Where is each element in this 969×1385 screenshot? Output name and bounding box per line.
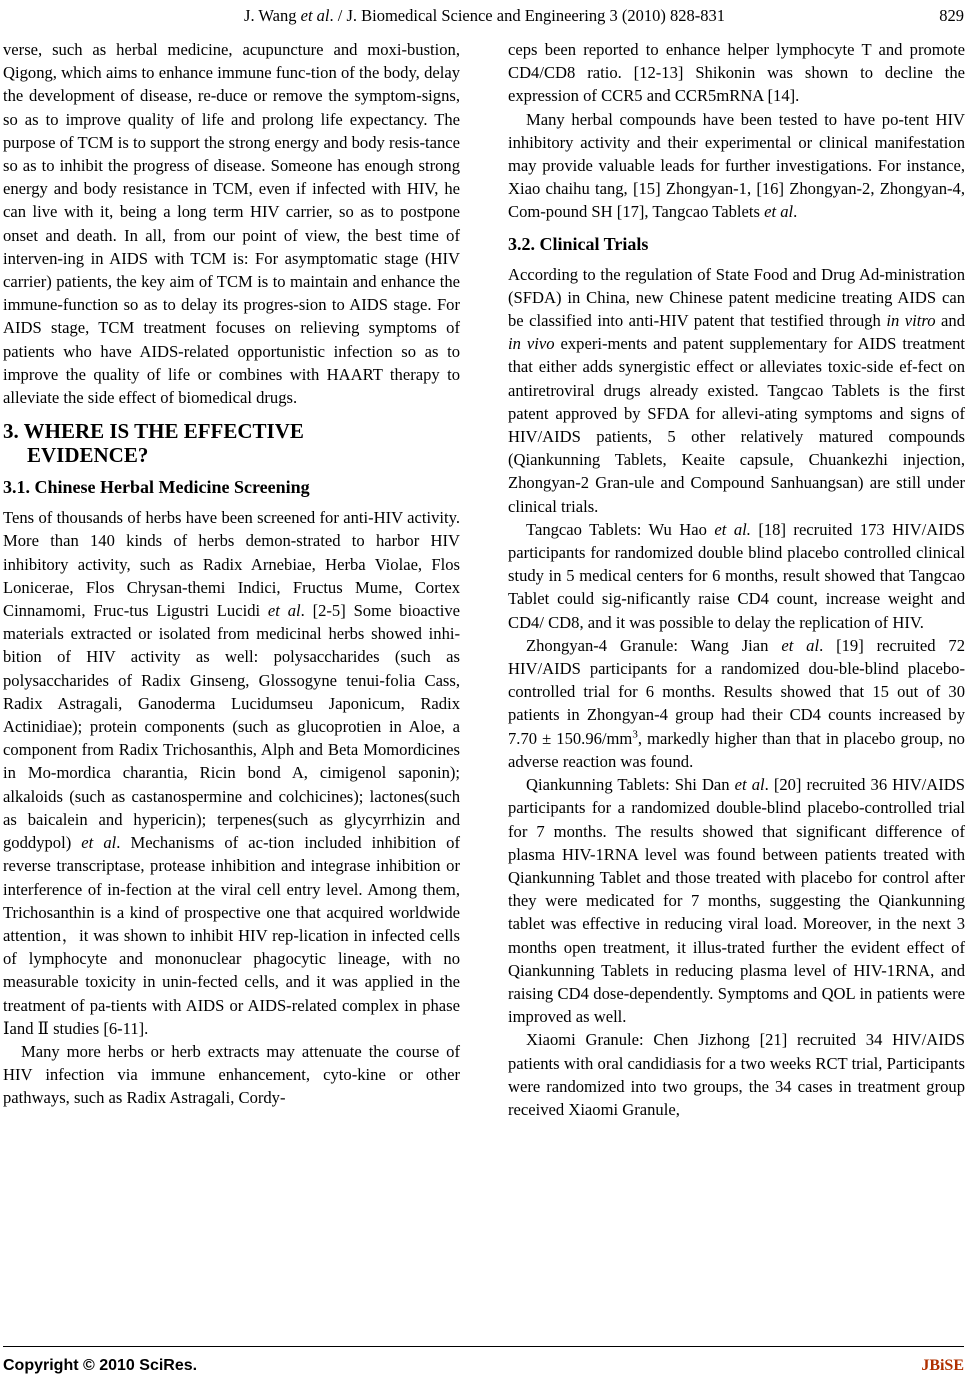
subsection-heading: 3.2. Clinical Trials [508, 233, 649, 254]
paragraph: Qiankunning Tablets: Shi Dan et al. [20] recruited 36 HIV/AIDS participants for a randomized double-blind placebo-controlled trial for 7 months. The results showed that significant difference of plasma HIV-1RNA level was found between patients treated with Qiankunning Tablet and those treated with placebo for control after they were medicated for 7 months, suggesting the Qiankunning tablet was effective in reducing viral load. Moreover, in the next 3 months open treatment, it illus-trated further the evident effect of Qiankunning Tablets in reducing plasma level of HIV-1RNA, and raising CD4 dose-dependently. Symptoms and QOL in patients were improved as well. [508, 775, 966, 1027]
paragraph: Tens of thousands of herbs have been screened for anti-HIV activity. More than 140 kinds of herbs demon-strated to harbor HIV inhibitory activity, such as Radix Arnebiae, Herba Violae, Flos Lonicerae, Flos Chrysan-themi Indici, Fructus Mume, Cortex Cinnamomi, Fruc-tus Ligustri Lucidi et al. [2-5] Some bioactive materials extracted or isolated from medicinal herbs showed inhi-bition of HIV activity as well: polysaccharides (such as polysaccharides of Radix Ginseng, Glossogyne tenui-folia Cass, Radix Astragali, Ganoderma Lucidumseu Japonicum, Radix Actinidiae); protein components (such as glucoprotien in Aloe, a component from Radix Trichosanthis, Alph and Beta Momordicines in Mo-mordica charantia, Ricin bond A, cimigenol saponin); alkaloids (such as castanospermine and colchicines); lactones(such as baicalein and hypericin); terpenes(such as glycyrrhizin and goddypol) et al. Mechanisms of ac-tion included inhibition of reverse transcriptase, protease inhibition and integrase inhibition or interference of in-fection at the viral cell entry level. Among them, Trichosanthin is a kind of prospective one that acquired worldwide attention，it was shown to inhibit HIV rep-lication in infected cells of lymphocyte and mononuclear phagocytic lineage, with no measurable toxicity in unin-fected cells, and it was applied in the treatment of pa-tients with AIDS or AIDS-related complex in phase Ⅰand Ⅱ studies [6-11]. [3, 508, 461, 1038]
section-heading: 3. WHERE IS THE EFFECTIVE EVIDENCE? [3, 419, 304, 468]
paragraph: verse, such as herbal medicine, acupuncture and moxi-bustion, Qigong, which aims to enhance immune func-tion of the body, delay the development of disease, re-duce or remove the symptom-signs, so as to improve quality of life and prolong life expectancy. The purpose of TCM is to support the strong energy and body resis-tance so as to inhibit the progress of disease. Someone has enough strong energy and body resistance in TCM, even if infected with HIV, he can live with it, being a long term HIV carrier, so as to postpone onset and death. In all, from our point of view, the best time of interven-ing in AIDS with TCM is: For asymptomatic stage (HIV carrier) patients, the key aim of TCM is to maintain and enhance the immune-function so as to delay its progres-sion to AIDS stage. For AIDS stage, TCM treatment focuses on relieving symptoms of patients who have AIDS-related opportunistic infection so as to improve the quality of life or combines with HAART therapy to alleviate the side effect of biomedical drugs. [3, 40, 460, 408]
running-header [0, 6, 969, 26]
left-column [3, 38, 460, 1110]
right-column [508, 38, 965, 1121]
subsection-heading: 3.1. Chinese Herbal Medicine Screening [3, 477, 310, 498]
paragraph: ceps been reported to enhance helper lymphocyte T and promote CD4/CD8 ratio. [12-13] Shikonin was shown to decline the expression of CCR5 and CCR5mRNA [14]. [508, 40, 965, 106]
paragraph: Xiaomi Granule: Chen Jizhong [21] recruited 34 HIV/AIDS patients with oral candidiasis for a two weeks RCT trial, Participants were randomized into two groups, the 34 cases in treatment group received Xiaomi Granule, [508, 1030, 965, 1119]
paragraph: Many herbal compounds have been tested to have po-tent HIV inhibitory activity and their experimental or clinical manifestation may provide valuable leads for further investigations. For instance, Xiao chaihu tang, [15] Zhongyan-1, [16] Zhongyan-2, Zhongyan-4, Com-pound SH [17], Tangcao Tablets et al. [508, 109, 965, 222]
paragraph: Zhongyan-4 Granule: Wang Jian et al. [19] recruited 72 HIV/AIDS participants for a randomized dou-ble-blind placebo-controlled trial for 6 months. Results showed that 15 out of 30 patients in Zhongyan-4 group had their CD4 counts increased by $7.70 \pm 150.96/mm^3$, markedly higher than that in placebo group, no adverse reaction was found. [508, 635, 966, 771]
paragraph: Many more herbs or herb extracts may attenuate the course of HIV infection via immune enhancement, cyto-kine or other pathways, such as Radix Astragali, Cordy- [3, 1041, 460, 1108]
footer-rule [3, 1346, 964, 1347]
page-footer [3, 1357, 964, 1375]
citation-prefix: J. Wang [244, 6, 301, 25]
journal-abbreviation: JBiSE [921, 1357, 964, 1374]
citation-etal: et al [300, 6, 330, 25]
paragraph: According to the regulation of State Food and Drug Ad-ministration (SFDA) in China, new Chinese patent medicine treating AIDS can be classified into anti-HIV patent that testified through in vitro and in vivo experi-ments and patent supplementary for AIDS treatment that either adds synergistic effect or alleviates toxic-side ef-fect on antiretroviral drugs already existed. Tangcao Tablets is the first patent approved by SFDA for allevi-ating symptoms and signs of HIV/AIDS patients, 5 other relatively matured compounds (Qiankunning Tablets, Keaite capsule, Chuankezhi injection, Zhongyan-2 Gran-ule and Compound Sanhuangsan) are still under clinical trials. [508, 264, 966, 516]
copyright-notice: Copyright © 2010 SciRes. [3, 1357, 198, 1374]
page-number: 829 [939, 6, 964, 25]
citation-suffix: . / J. Biomedical Science and Engineering 3 (2010) 828-831 [329, 6, 725, 25]
paragraph: Tangcao Tablets: Wu Hao et al. [18] recruited 173 HIV/AIDS participants for randomized double blind placebo controlled clinical study in 5 medical centers for 6 months, result showed that Tangcao Tablet could sig-nificantly raise CD4 count, increase weight and CD4/ CD8, and it was possible to delay the replication of HIV. [508, 519, 965, 632]
